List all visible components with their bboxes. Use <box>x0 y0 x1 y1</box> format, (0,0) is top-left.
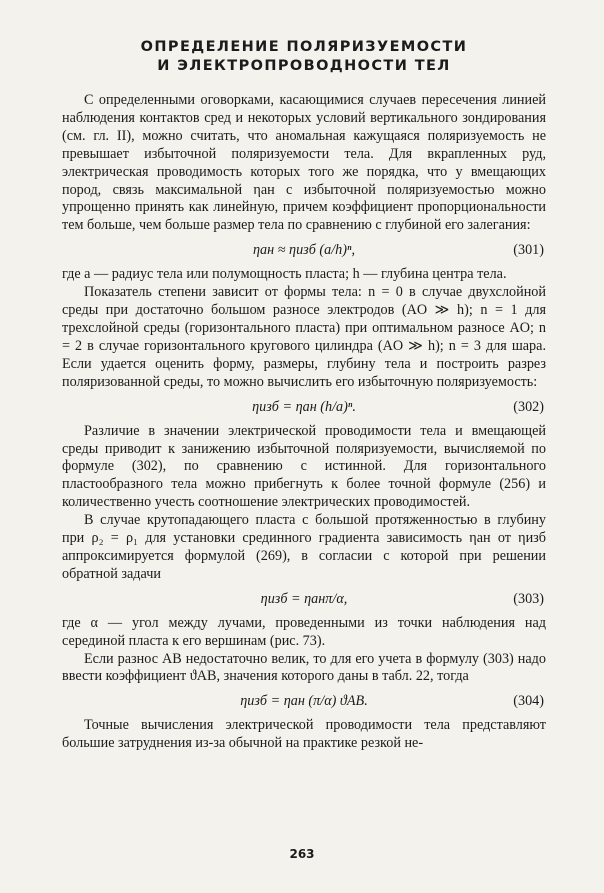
paragraph-8: Точные вычисления электрической проводимости тела представляют большие затруднения из-за обычной на практике резкой не- <box>62 717 546 752</box>
formula-303-expression: ηизб = ηанπ/α, <box>260 590 348 607</box>
formula-301-number: (301) <box>513 242 544 259</box>
paragraph-4: Различие в значении электрической проводимости тела и вмещающей среды приводит к занижению избыточной поляризуемости, вычисляемой по формуле (302), по сравнению с истинной. Для горизонтального пластообразного тела можно прибегнуть к более точной формуле (256) и количественно учесть соотношение электрических проводимостей. <box>62 422 546 511</box>
formula-303 <box>62 589 546 611</box>
section-title-line-2: И ЭЛЕКТРОПРОВОДНОСТИ ТЕЛ <box>157 58 451 74</box>
formula-301-expression: ηан ≈ ηизб (a/h)ⁿ, <box>253 242 355 259</box>
paragraph-5: В случае крутопадающего пласта с большой протяженностью в глубину при ρ₂ = ρ₁ для установки срединного градиента зависимость ηан от ηизб аппроксимируется формулой (269), в согласии с которой при решении обратной задачи <box>62 512 546 582</box>
formula-304 <box>62 691 546 713</box>
paragraph-2: где a — радиус тела или полумощность пласта; h — глубина центра тела. <box>62 266 507 283</box>
paragraph-7: Если разнос AB недостаточно велик, то для его учета в формулу (303) надо ввести коэффициент ϑAB, значения которого даны в табл. 22, тогда <box>62 650 546 685</box>
paragraph-3: Показатель степени зависит от формы тела: n = 0 в случае двухслойной среды при достаточно большом разносе электродов (AO ≫ h); n = 1 для трехслойной среды (горизонтального пласта) при оптимальном разносе AO; n = 2 в случае горизонтального кругового цилиндра (AO ≫ h); n = 3 для шара. Если удается оценить форму, размеры, глубину тела и построить разрез поляризованной среды, то можно вычислить его избыточную поляризуемость: <box>62 284 546 390</box>
formula-302 <box>62 397 546 419</box>
formula-304-number: (304) <box>513 693 544 710</box>
section-title <box>62 38 546 76</box>
formula-304-expression: ηизб = ηан (π/α) ϑAB. <box>240 693 368 710</box>
formula-303-number: (303) <box>513 590 544 607</box>
formula-302-number: (302) <box>513 398 544 415</box>
section-title-line-1: ОПРЕДЕЛЕНИЕ ПОЛЯРИЗУЕМОСТИ <box>140 39 468 55</box>
paragraph-6: где α — угол между лучами, проведенными из точки наблюдения над серединой пласта к его вершинам (рис. 73). <box>62 614 546 649</box>
formula-301 <box>62 240 546 262</box>
formula-302-expression: ηизб = ηан (h/a)ⁿ. <box>252 398 356 415</box>
paragraph-1: С определенными оговорками, касающимися случаев пересечения линией наблюдения контактов сред и некоторых условий вертикального зондирования (см. гл. II), можно считать, что аномальная кажущаяся поляризуемость не превышает избыточной поляризуемости тела. Для вкрапленных руд, электрическая проводимость которых того же порядка, что у вмещающих пород, связь максимальной ηан с избыточной поляризуемостью можно упрощенно принять как линейную, причем коэффициент пропорциональности тем больше, чем больше размер тела по сравнению с глубиной его залегания: <box>62 92 546 234</box>
page-number: 263 <box>289 847 315 861</box>
